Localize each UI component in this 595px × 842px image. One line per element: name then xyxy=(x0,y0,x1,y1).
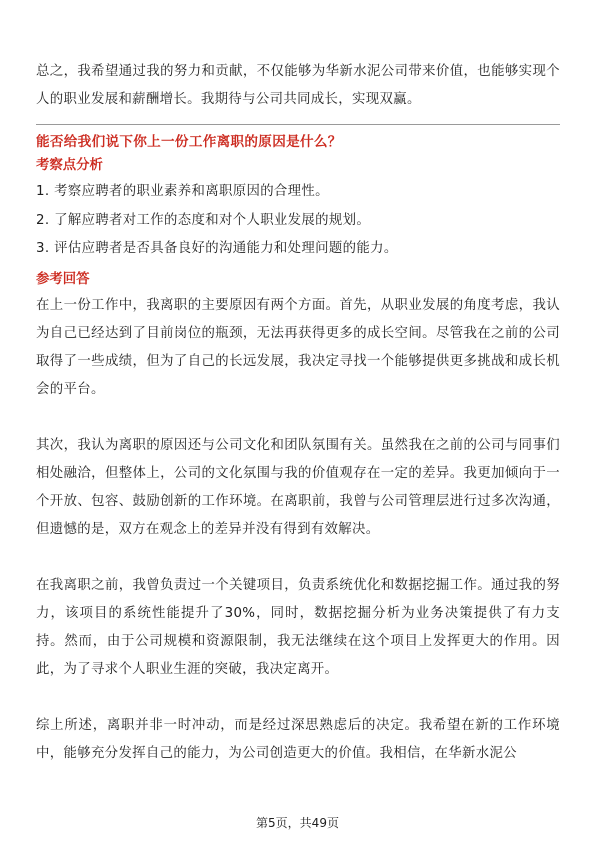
answer-paragraph: 综上所述，离职并非一时冲动，而是经过深思熟虑后的决定。我希望在新的工作环境中，能够充分发挥自己的能力，为公司创造更大的价值。我相信，在华新水泥公 xyxy=(36,717,560,761)
paragraph-gap xyxy=(36,544,560,572)
list-item: 1. 考察应聘者的职业素养和离职原因的合理性。 xyxy=(36,184,329,199)
answer-paragraph: 在上一份工作中，我离职的主要原因有两个方面。首先，从职业发展的角度考虑，我认为自己已经达到了目前岗位的瓶颈，无法再获得更多的成长空间。尽管我在之前的公司取得了一些成绩，但为了自己的长远发展，我决定寻找一个能够提供更多挑战和成长机会的平台。 xyxy=(36,297,560,397)
paragraph-gap xyxy=(36,404,560,432)
list-item: 3. 评估应聘者是否具备良好的沟通能力和处理问题的能力。 xyxy=(36,241,398,256)
paragraph-gap xyxy=(36,684,560,712)
answer-paragraph: 其次，我认为离职的原因还与公司文化和团队氛围有关。虽然我在之前的公司与同事们相处融洽，但整体上，公司的文化氛围与我的价值观存在一定的差异。我更加倾向于一个开放、包容、鼓励创新的工作环境。在离职前，我曾与公司管理层进行过多次沟通，但遗憾的是，双方在观念上的差异并没有得到有效解决。 xyxy=(36,437,560,537)
page-number: 第5页，共49页 xyxy=(256,816,339,830)
page-content xyxy=(36,58,560,768)
intro-paragraph: 总之，我希望通过我的努力和贡献，不仅能够为华新水泥公司带来价值，也能够实现个人的职业发展和薪酬增长。我期待与公司共同成长，实现双赢。 xyxy=(36,64,560,107)
answer-paragraph: 在我离职之前，我曾负责过一个关键项目，负责系统优化和数据挖掘工作。通过我的努力，该项目的系统性能提升了30%，同时，数据挖掘分析为业务决策提供了有力支持。然而，由于公司规模和资源限制，我无法继续在这个项目上发挥更大的作用。因此，为了寻求个人职业生涯的突破，我决定离开。 xyxy=(36,577,560,677)
analysis-list xyxy=(36,178,560,264)
answer-label: 参考回答 xyxy=(36,271,90,287)
interview-question: 能否给我们说下你上一份工作离职的原因是什么？ xyxy=(36,134,342,150)
list-item: 2. 了解应聘者对工作的态度和对个人职业发展的规划。 xyxy=(36,212,371,228)
section-divider xyxy=(36,124,560,125)
analysis-label: 考察点分析 xyxy=(36,158,103,173)
